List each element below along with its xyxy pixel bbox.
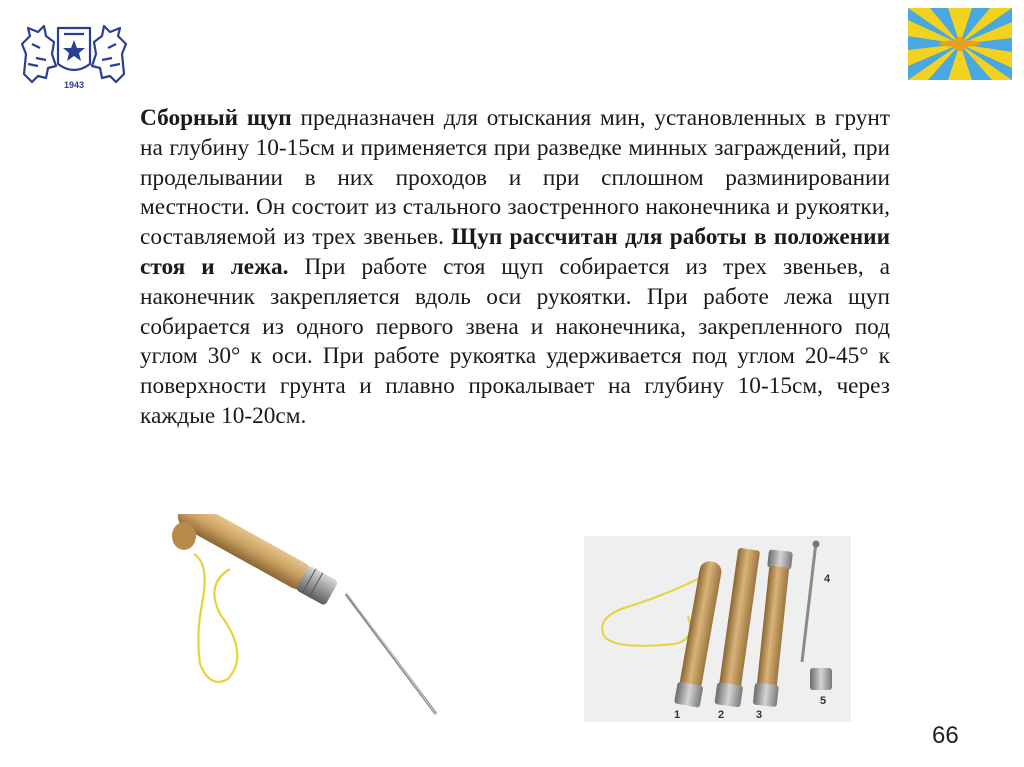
part-label-5: 5 — [820, 695, 827, 707]
part-label-1: 1 — [674, 709, 681, 721]
logo-year: 1943 — [63, 80, 85, 90]
air-force-flag — [908, 8, 1012, 80]
usage-text: При работе стоя щуп собирается из трех звеньев, а наконечник закрепляется вдоль оси рукоятки. При работе лежа щуп собирается из одного первого звена и наконечника, закрепленного под углом 30° к оси. При работе рукоятка удерживается под углом 20-45° к поверхности грунта и плавно прокалывает на глубину 10-15см, через каждые 10-20см. — [140, 253, 890, 429]
university-emblem-logo — [18, 14, 130, 94]
page-number: 66 — [932, 722, 959, 749]
disassembled-probe-illustration — [584, 536, 851, 722]
main-paragraph — [140, 104, 890, 432]
part-label-3: 3 — [756, 709, 763, 721]
term-bold: Сборный щуп — [140, 105, 292, 131]
usage-bold: Щуп рассчитан для работы в положении стоя и лежа. — [140, 224, 890, 280]
part-label-4: 4 — [824, 573, 831, 585]
part-label-2: 2 — [718, 709, 725, 721]
assembled-probe-illustration — [150, 514, 442, 732]
description-text: предназначен для отыскания мин, установленных в грунт на глубину 10-15см и применяется при разведке минных заграждений, при проделывании в них проходов и при сплошном разминировании местности. Он состоит из стального заостренного наконечника и рукоятки, составляемой из трех звеньев. — [140, 105, 890, 251]
